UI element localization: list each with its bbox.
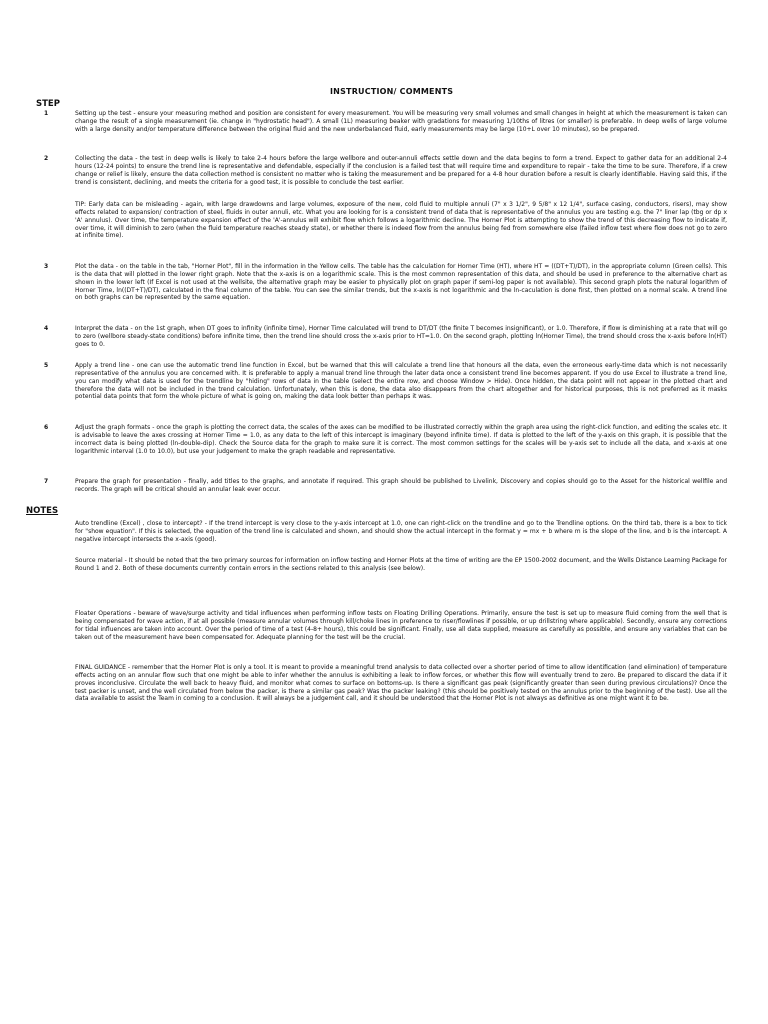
note-source-material: Source material - It should be noted that the two primary sources for information on inflow testing and Horner Plots at the time of writing are the EP 1500-2002 document, and the Wells Distance Learning Package for Round 1 and 2. Both of these documents currently contain errors in the sections related to this analysis (see below). bbox=[75, 557, 727, 572]
note-final-guidance: FINAL GUIDANCE - remember that the Horner Plot is only a tool. It is meant to provide a meaningful trend analysis to data collected over a shorter period of time to allow identification (and elimination) of temperature effects acting on an annular flow such that one might be able to infer whether the annulus is exhibiting a leak to inflow forces, or whether this flow will eventually trend to zero. Be prepared to discard the data if it proves inconclusive. Circulate the well back to heavy fluid, and monitor what comes to surface on bottoms-up. Is there a significant gas peak (significantly greater than seen during previous circulations)? Once the test packer is unset, and the well circulated from below the packer, is there a similar gas peak? Was the packer leaking? (this should be positively tested on the annulus prior to the beginning of the test). Use all the data available to assist the Team in coming to a conclusion. It will always be a judgement call, and it should be understood that the Horner Plot is not always as definitive as one might want it to be. bbox=[75, 664, 727, 703]
page-title: INSTRUCTION/ COMMENTS bbox=[330, 87, 454, 96]
step-number: 6 bbox=[44, 424, 49, 431]
step-7-text: Prepare the graph for presentation - finally, add titles to the graphs, and annotate if required. This graph should be published to Livelink, Discovery and copies should go to the Asset for the historical wellfile and records. The graph will be critical should an annular leak ever occur. bbox=[75, 478, 727, 493]
step-4-text: Interpret the data - on the 1st graph, when DT goes to infinity (infinite time), Horner Time calculated will trend to DT/DT (the finite T becomes insignificant), or 1.0. Therefore, if flow is diminishing at a rate that will go to zero (wellbore steady-state conditions) before infinite time, then the trend line should cross the x-axis prior to HT=1.0. On the second graph, plotting ln(Horner Time), the trend should cross the x-axis before ln(HT) goes to 0. bbox=[75, 325, 727, 348]
step-2-tip-text: TIP: Early data can be misleading - again, with large drawdowns and large volumes, exposure of the new, cold fluid to multiple annuli (7" x 3 1/2", 9 5/8" x 12 1/4", surface casing, conductors, risers), may show effects related to expansion/ contraction of steel, fluids in outer annuli, etc. What you are looking for is a consistent trend of data that is representative of the annulus you are testing e.g. the 7" liner lap (tbg or dp x 'A' annulus). Over time, the temperature expansion effect of the 'A'-annulus will exhibit flow which follows a logarithmic decline. The Horner Plot is attempting to show the trend of this decreasing flow to indicate if, over time, it will diminish to zero (when the fluid temperature reaches steady state), or whether there is indeed flow from the annulus being fed from somewhere else (failed inflow test where flow does not go to zero at infinite time). bbox=[75, 201, 727, 240]
step-column-heading: STEP bbox=[36, 99, 60, 109]
step-3-text: Plot the data - on the table in the tab, "Horner Plot", fill in the information in the Yellow cells. The table has the calculation for Horner Time (HT), where HT = ((DT+T)/DT), in the appropriate column (Green cells). This is the data that will plotted in the lower right graph. Note that the x-axis is on a logarithmic scale. This is the most common representation of this data, and should be used in preference to the alternative chart as shown in the lower left (If Excel is not used at the wellsite, the alternative graph may be easier to physically plot on graph paper if semi-log paper is not available). This second graph plots the natural logarithm of Horner Time, ln((DT+T)/DT), calculated in the final column of the table. You can see the similar trends, but the x-axis is not logarithmic and the ln-caculation is done first, then plotted on a normal scale. A trend line on both graphs can be represented by the same equation. bbox=[75, 263, 727, 302]
step-1-text: Setting up the test - ensure your measuring method and position are consistent for every measurement. You will be measuring very small volumes and small changes in height at which the measurement is taken can change the result of a single measurement (ie. change in "hydrostatic head"). A small (1L) measuring beaker with gradations for measuring 1/10ths of litres (or smaller) is preferable. In deep wells of large volume with a large density and/or temperature difference between the original fluid and the new underbalanced fluid, early measurements may be large (10+L over 10 minutes), so be prepared. bbox=[75, 110, 727, 133]
step-number: 7 bbox=[44, 478, 49, 485]
step-number: 2 bbox=[44, 155, 49, 162]
step-number: 1 bbox=[44, 110, 49, 117]
note-floater-operations: Floater Operations - beware of wave/surge activity and tidal influences when performing inflow tests on Floating Drilling Operations. Primarily, ensure the test is set up to measure fluid coming from the well that is being compensated for wave action, if at all possible (measure annular volumes through kill/choke lines in preference to riser/flowlines if possible, or up drillstring where applicable). Secondly, ensure any corrections for tidal influences are taken into account. Over the period of time of a test (4-8+ hours), this could be significant. Finally, use all data supplied, measure as carefully as possible, and ensure any variables that can be taken out of the measurement have been compensated for. Adequate planning for the test will be the crucial. bbox=[75, 610, 727, 641]
step-5-text: Apply a trend line - one can use the automatic trend line function in Excel, but be warned that this will calculate a trend line that honours all the data, even the erroneous early-time data which is not necessarily representative of the annulus you are concerned with. It is preferable to apply a manual trend line through the later data once a consistent trend line becomes apparent. If you do use Excel to illustrate a trend line, you can modify what data is used for the trendline by "hiding" rows of data in the table (select the entire row, and choose Window > Hide). Once hidden, the data point will not appear in the plotted chart and therefore the data will not be included in the trend calculation. Unfortunately, when this is done, the data also disappears from the chart altogether and for historical purposes, this is not preferred as it masks potential data points that form the whole picture of what is going on, making the data look better than perhaps it was. bbox=[75, 362, 727, 401]
step-number: 4 bbox=[44, 325, 49, 332]
step-6-text: Adjust the graph formats - once the graph is plotting the correct data, the scales of the axes can be modified to be illustrated correctly within the graph area using the right-click function, and editing the scales etc. It is advisable to leave the axes crossing at Horner Time = 1.0, as any data to the left of this intercept is imaginary (beyond infinite time). If data is plotted to the left of the y-axis on this graph, it is possible that the incorrect data is being plotted (ln-double-dip). Check the Source data for the graph to make sure it is correct. The most common settings for the scales will be y-axis set to include all the data, and x-axis at one logarithmic interval (1.0 to 10.0), but use your judgement to make the graph readable and representative. bbox=[75, 424, 727, 455]
step-number: 3 bbox=[44, 263, 49, 270]
notes-heading: NOTES bbox=[26, 506, 59, 516]
step-2-text: Collecting the data - the test in deep wells is likely to take 2-4 hours before the large wellbore and outer-annuli effects settle down and the data begins to form a trend. Expect to gather data for an additional 2-4 hours (12-24 points) to ensure the trend line is representative and defendable, especially if the conclusion is a failed test that will require time and expenditure to repair - take the time to be sure. Therefore, if a crew change or relief is likely, ensure the data collection method is consistent no matter who is taking the measurement and be prepared for a 4-8 hour duration before a result is clearly identifiable. Having said this, if the trend is consistent, declining, and meets the criteria for a good test, it is possible to conclude the test earlier. bbox=[75, 155, 727, 186]
note-auto-trendline: Auto trendline (Excel) , close to intercept? - If the trend intercept is very close to the y-axis intercept at 1.0, one can right-click on the trendline and go to the Trendline options. On the third tab, there is a box to tick for "show equation". If this is selected, the equation of the trend line is calculated and shown, and should show the actual intercept in the format y = mx + b where m is the slope of the line, and b is the intercept. A negative intercept intersects the x-axis (good). bbox=[75, 520, 727, 543]
step-number: 5 bbox=[44, 362, 49, 369]
